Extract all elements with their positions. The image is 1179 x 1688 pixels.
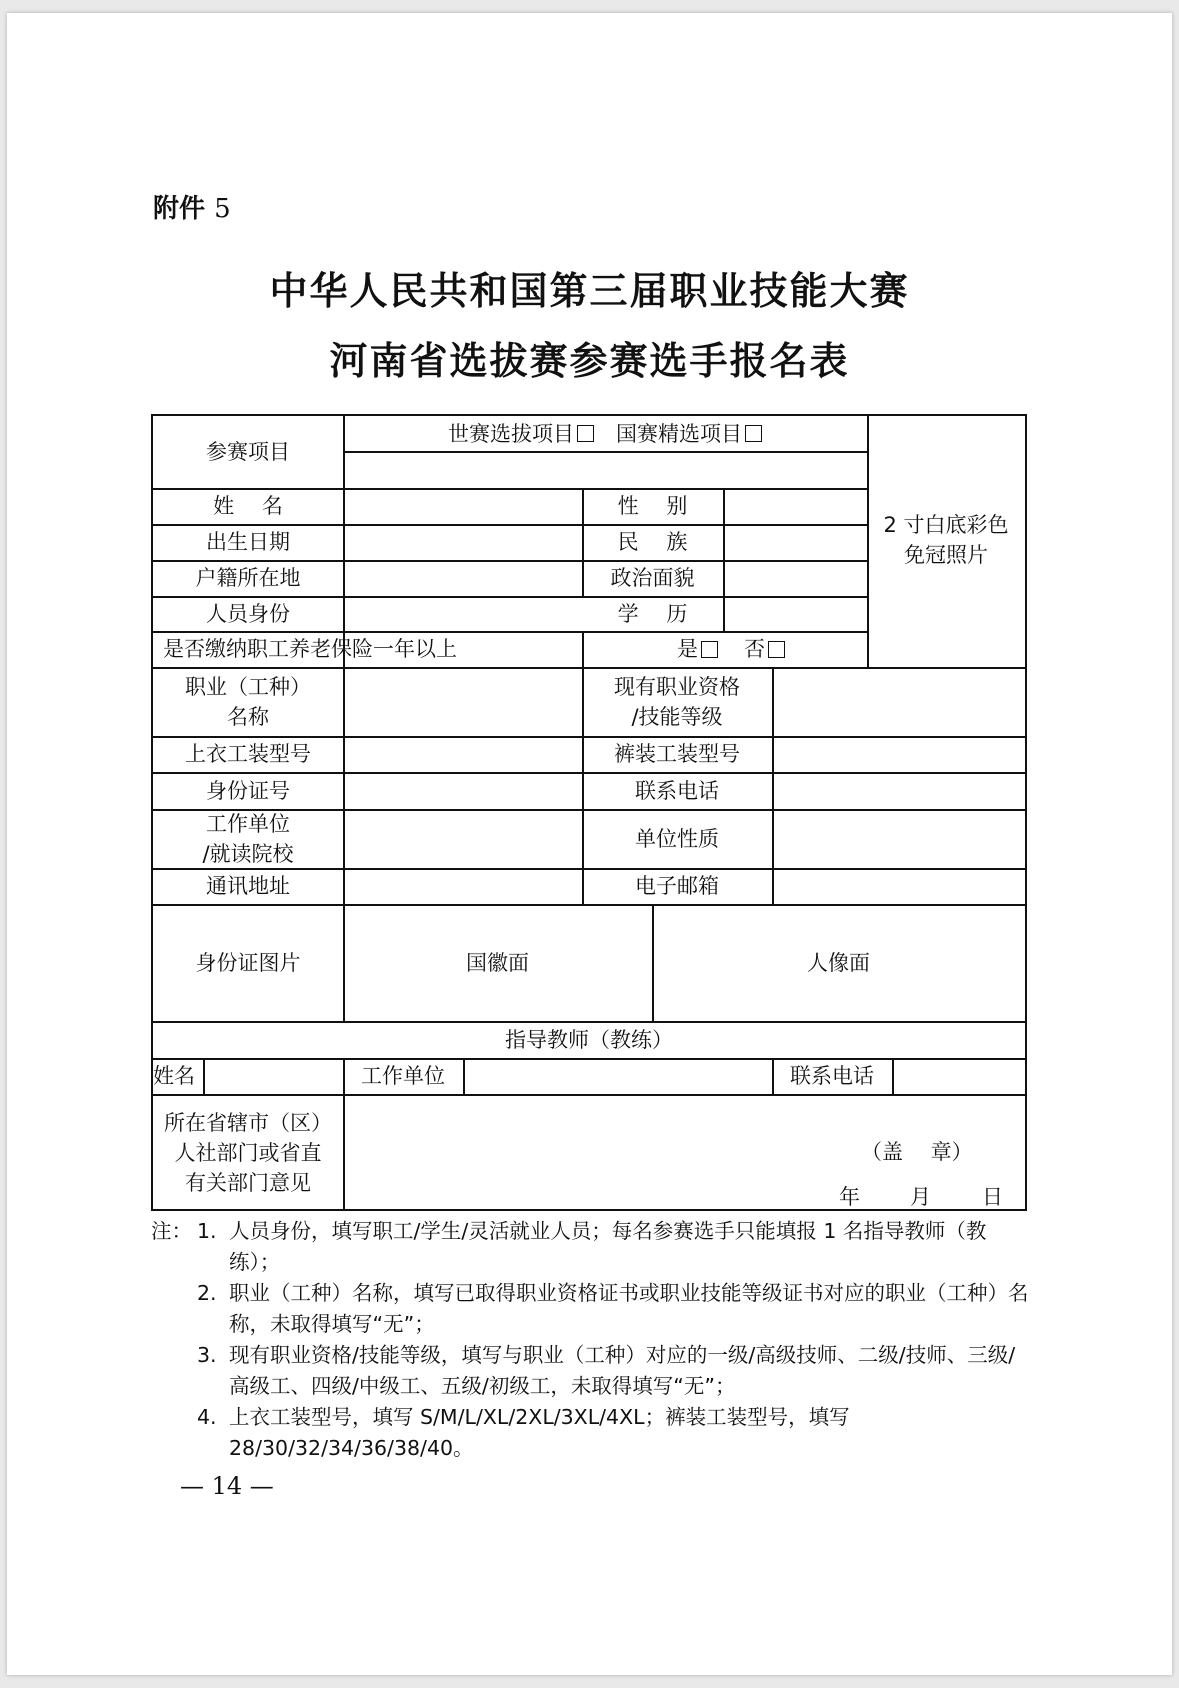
name-input[interactable] <box>343 488 582 524</box>
jacket-input[interactable] <box>343 736 582 772</box>
project-options: 世赛选拔项目 国赛精选项目 <box>343 416 867 451</box>
pension-yes-checkbox[interactable] <box>701 641 718 658</box>
occupation-label: 职业（工种） 名称 <box>185 674 311 729</box>
hukou-label: 户籍所在地 <box>195 566 301 590</box>
pension-options: 是 否 <box>582 631 867 667</box>
opinion-label: 所在省辖市（区） 人社部门或省直 有关部门意见 <box>164 1110 332 1195</box>
page-number: — 14 — <box>180 1472 274 1500</box>
coach-name-input[interactable] <box>203 1058 343 1094</box>
coach-header: 指导教师（教练） <box>505 1027 673 1052</box>
phone-label: 联系电话 <box>635 778 719 803</box>
unit-nature-label: 单位性质 <box>635 826 719 851</box>
note-item: 注： 1. 人员身份，填写职工/学生/灵活就业人员；每名参赛选手只能填报 1 名指导教师（教练）； <box>151 1216 1031 1278</box>
date-year: 年 <box>839 1185 860 1209</box>
coach-name-label: 姓名 <box>153 1064 195 1088</box>
project-option2-checkbox[interactable] <box>745 425 762 442</box>
note-item: 3. 现有职业资格/技能等级，填写与职业（工种）对应的一级/高级技师、二级/技师、三级/高级工、四级/中级工、五级/初级工，未取得填写“无”； <box>197 1343 1016 1398</box>
seal-text: （盖 章） <box>861 1140 973 1164</box>
qualification-label: 现有职业资格 /技能等级 <box>614 674 740 729</box>
project-label: 参赛项目 <box>206 440 290 464</box>
qualification-input[interactable] <box>772 667 1025 736</box>
address-label: 通讯地址 <box>206 874 290 898</box>
work-input[interactable] <box>343 809 582 868</box>
jacket-label: 上衣工装型号 <box>185 742 311 766</box>
date-day: 日 <box>982 1185 1003 1209</box>
photo-placeholder: 2 寸白底彩色 免冠照片 <box>883 513 1009 567</box>
pension-no-checkbox[interactable] <box>768 641 785 658</box>
identity-input[interactable] <box>343 596 582 631</box>
notes <box>151 1216 1031 1464</box>
address-input[interactable] <box>343 868 582 904</box>
pants-label: 裤装工装型号 <box>614 742 740 766</box>
political-label: 政治面貌 <box>610 566 695 590</box>
political-input[interactable] <box>723 560 867 596</box>
education-label: 学 历 <box>617 601 688 626</box>
title-line2: 河南省选拔赛参赛选手报名表 <box>329 339 850 383</box>
project-input[interactable] <box>343 451 867 488</box>
coach-work-input[interactable] <box>463 1058 772 1094</box>
education-input[interactable] <box>723 596 867 631</box>
coach-work-label: 工作单位 <box>361 1064 445 1088</box>
email-label: 电子邮箱 <box>635 874 719 898</box>
date-month: 月 <box>910 1185 931 1209</box>
note-item: 2. 职业（工种）名称，填写已取得职业资格证书或职业技能等级证书对应的职业（工种）名称，未取得填写“无”； <box>197 1281 1029 1336</box>
work-label: 工作单位 /就读院校 <box>202 811 294 866</box>
ethnicity-input[interactable] <box>723 524 867 560</box>
idcard-emblem-side[interactable]: 国徽面 <box>466 950 529 975</box>
pants-input[interactable] <box>772 736 1025 772</box>
registration-form <box>151 414 1027 1211</box>
attachment-label: 附件 5 <box>153 194 231 224</box>
gender-input[interactable] <box>723 488 867 524</box>
phone-input[interactable] <box>772 772 1025 809</box>
coach-phone-label: 联系电话 <box>790 1064 874 1088</box>
idcard-label: 身份证图片 <box>195 950 301 975</box>
idnum-input[interactable] <box>343 772 582 809</box>
title-line1: 中华人民共和国第三届职业技能大赛 <box>269 269 910 313</box>
notes-prefix: 注： <box>151 1219 192 1243</box>
project-option1-checkbox[interactable] <box>577 425 594 442</box>
birth-input[interactable] <box>343 524 582 560</box>
note-item: 4. 上衣工装型号，填写 S/M/L/XL/2XL/3XL/4XL；裤装工装型号，填写 28/30/32/34/36/38/40。 <box>197 1405 850 1460</box>
identity-label: 人员身份 <box>206 601 290 626</box>
pension-label: 是否缴纳职工养老保险一年以上 <box>163 637 457 661</box>
email-input[interactable] <box>772 868 1025 904</box>
idnum-label: 身份证号 <box>206 778 290 803</box>
unit-nature-input[interactable] <box>772 809 1025 868</box>
coach-phone-input[interactable] <box>892 1058 1025 1094</box>
gender-label: 性 别 <box>617 494 688 518</box>
name-label: 姓 名 <box>213 494 283 518</box>
occupation-input[interactable] <box>343 667 582 736</box>
hukou-input[interactable] <box>343 560 582 596</box>
idcard-portrait-side[interactable]: 人像面 <box>807 950 870 975</box>
ethnicity-label: 民 族 <box>617 530 688 554</box>
birth-label: 出生日期 <box>206 530 290 554</box>
